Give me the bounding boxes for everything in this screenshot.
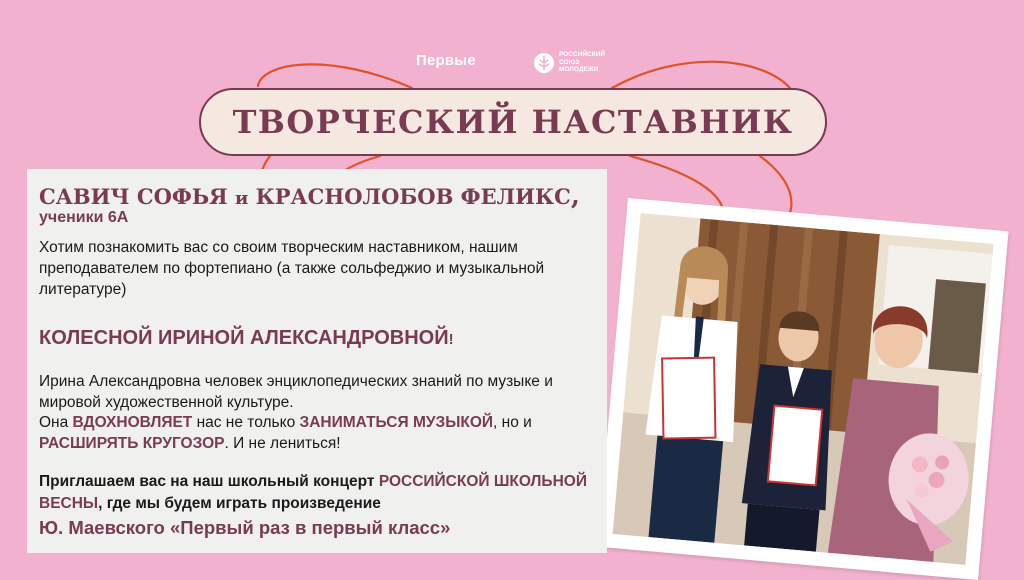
teacher-description: Ирина Александровна человек энциклопедических знаний по музыке и мировой художественной культуре. Она ВДОХНОВЛЯЕТ нас не только ЗАНИМАТЬСЯ МУЗЫКОЙ, но и РАСШИРЯТЬ КРУГОЗОР. И не лениться! xyxy=(39,373,553,452)
student-class: ученики 6А xyxy=(39,209,129,226)
group-photo xyxy=(613,213,994,565)
rsm-text: РОССИЙСКИЙ СОЮЗ МОЛОДЕЖИ xyxy=(559,51,606,74)
title-banner xyxy=(199,88,827,156)
student-names: САВИЧ СОФЬЯ и КРАСНОЛОБОВ ФЕЛИКС, xyxy=(39,181,580,211)
photo-frame xyxy=(597,198,1008,580)
piece-title: Ю. Маевского «Первый раз в первый класс» xyxy=(39,517,451,538)
pervye-logo: Первые xyxy=(416,52,476,69)
teacher-name: КОЛЕСНОЙ ИРИНОЙ АЛЕКСАНДРОВНОЙ! xyxy=(39,327,454,349)
header-logos xyxy=(0,50,1024,76)
concert-invitation: Приглашаем вас на наш школьный концерт РОССИЙСКОЙ ШКОЛЬНОЙ ВЕСНЫ, где мы будем играть произведение xyxy=(39,473,587,512)
rsm-emblem-icon xyxy=(533,52,555,74)
page-title: ТВОРЧЕСКИЙ НАСТАВНИК xyxy=(232,103,794,141)
intro-text: Хотим познакомить вас со своим творческим наставником, нашим преподавателем по фортепиано (а также сольфеджио и музыкальной литературе) xyxy=(39,239,545,298)
text-card xyxy=(27,169,607,553)
photo-students-and-teacher-illustration xyxy=(613,213,994,565)
